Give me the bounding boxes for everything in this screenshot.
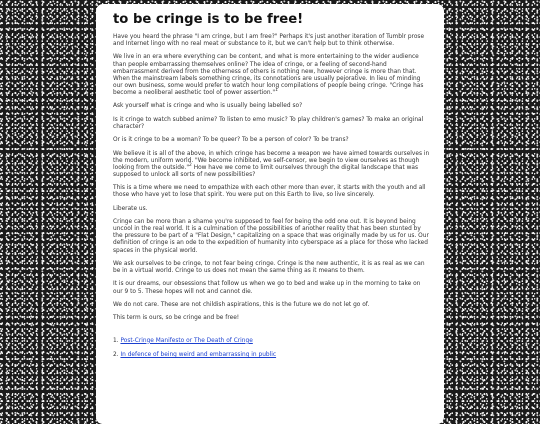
paragraph-text: We do not care. These are not childish aspirations, this is the future we do not let go of.: [113, 301, 370, 308]
footnote-item: [113, 352, 430, 359]
paragraph-cringe-more: [113, 219, 430, 254]
paragraph-text: Is it cringe to watch subbed anime? To listen to emo music? To play children's games? To make an original character?: [113, 116, 424, 130]
paragraph-text: This term is ours, so be cringe and be free!: [113, 315, 240, 322]
spacer: [113, 329, 430, 338]
footnote-link-post-cringe[interactable]: Post-Cringe Manifesto or The Death of Cringe: [120, 337, 253, 344]
footnote-number: 2.: [113, 352, 119, 359]
paragraph-text: It is our dreams, our obsessions that follow us when we go to bed and wake up in the morning to take on our 9 to 5. These hopes will not and cannot die.: [113, 281, 421, 295]
paragraph-text: Ask yourself what is cringe and who is usually being labelled so?: [113, 103, 303, 110]
footnote-item: [113, 338, 430, 345]
paragraph-text: This is a time where we need to empathize with each other more than ever, it starts with the youth and all those who have yet to lose that spirit. You were put on this Earth to live, so live sincerely.: [113, 185, 426, 199]
paragraph-weapon: [113, 151, 430, 179]
paragraph-do-not-care: [113, 302, 430, 309]
paragraph-closing: [113, 315, 430, 322]
footnote-list: [113, 338, 430, 360]
manifesto-card: [96, 4, 444, 424]
footnote-ref-2[interactable]: 2: [189, 162, 192, 168]
paragraph-text: How have we come to limit ourselves through the digital landscape that was supposed to unlock all sorts of new possibilities?: [113, 164, 419, 178]
paragraph-dreams: [113, 281, 430, 295]
paragraph-questions-1: [113, 117, 430, 131]
paragraph-era: [113, 54, 430, 97]
page-title: to be cringe is to be free!: [113, 12, 304, 27]
paragraph-ask: [113, 103, 430, 110]
paragraph-text: We believe it is all of the above, in which cringe has become a weapon we have aimed towards ourselves in the modern, uniform world. "We become inhibited, we self-censor, we begin to view ourselves as though looking from the outside.": [113, 150, 430, 171]
paragraph-liberate: [113, 206, 430, 213]
footnote-number: 1.: [113, 337, 119, 344]
paragraph-text: Cringe can be more than a shame you're supposed to feel for being the odd one out. It is beyond being uncool in the real world. It is a culmination of the possibilities of another reality that has been stunted by the pressure to be part of a "Flat Design," capitalizing on a space that was originally made by us for us. Our definition of cringe is an ode to the expedition of humanity into cyberspace as a place for those who lacked spaces in the physical world.: [113, 219, 429, 254]
paragraph-intro: [113, 34, 430, 48]
paragraph-text: We ask ourselves to be cringe, to not fear being cringe. Cringe is the new authentic, it is as real as we can be in a virtual world. Cringe to us does not mean the same thing as it means to them.: [113, 260, 425, 275]
paragraph-questions-2: [113, 137, 430, 144]
footnote-link-weird-embarrassing[interactable]: In defence of being weird and embarrassing in public: [120, 352, 277, 359]
paragraph-text: Liberate us.: [113, 205, 148, 212]
paragraph-text: We live in an era where everything can be content, and what is more entertaining to the wider audience than people embarrassing themselves online? The idea of cringe, or a feeling of second-hand embarrassment derived from the otherness of others is nothing new, however cringe is more than that. When the mainstream labels something cringe, its connotations are usually pejorative. In lieu of minding our own business, some would prefer to watch hour long compilations of people being cringe. "Cringe has become a neoliberal aesthetic tool of power assertion.": [113, 54, 424, 96]
footnote-ref-1[interactable]: 1: [275, 88, 278, 94]
paragraph-text: Have you heard the phrase "I am cringe, but I am free?" Perhaps it's just another iteration of Tumblr prose and Internet lingo with no real meat or substance to it, but we can't help but to think otherwise.: [113, 34, 425, 48]
paragraph-ask-ourselves: [113, 261, 430, 275]
paragraph-empathize: [113, 185, 430, 199]
paragraph-text: Or is it cringe to be a woman? To be queer? To be a person of color? To be trans?: [113, 137, 349, 144]
